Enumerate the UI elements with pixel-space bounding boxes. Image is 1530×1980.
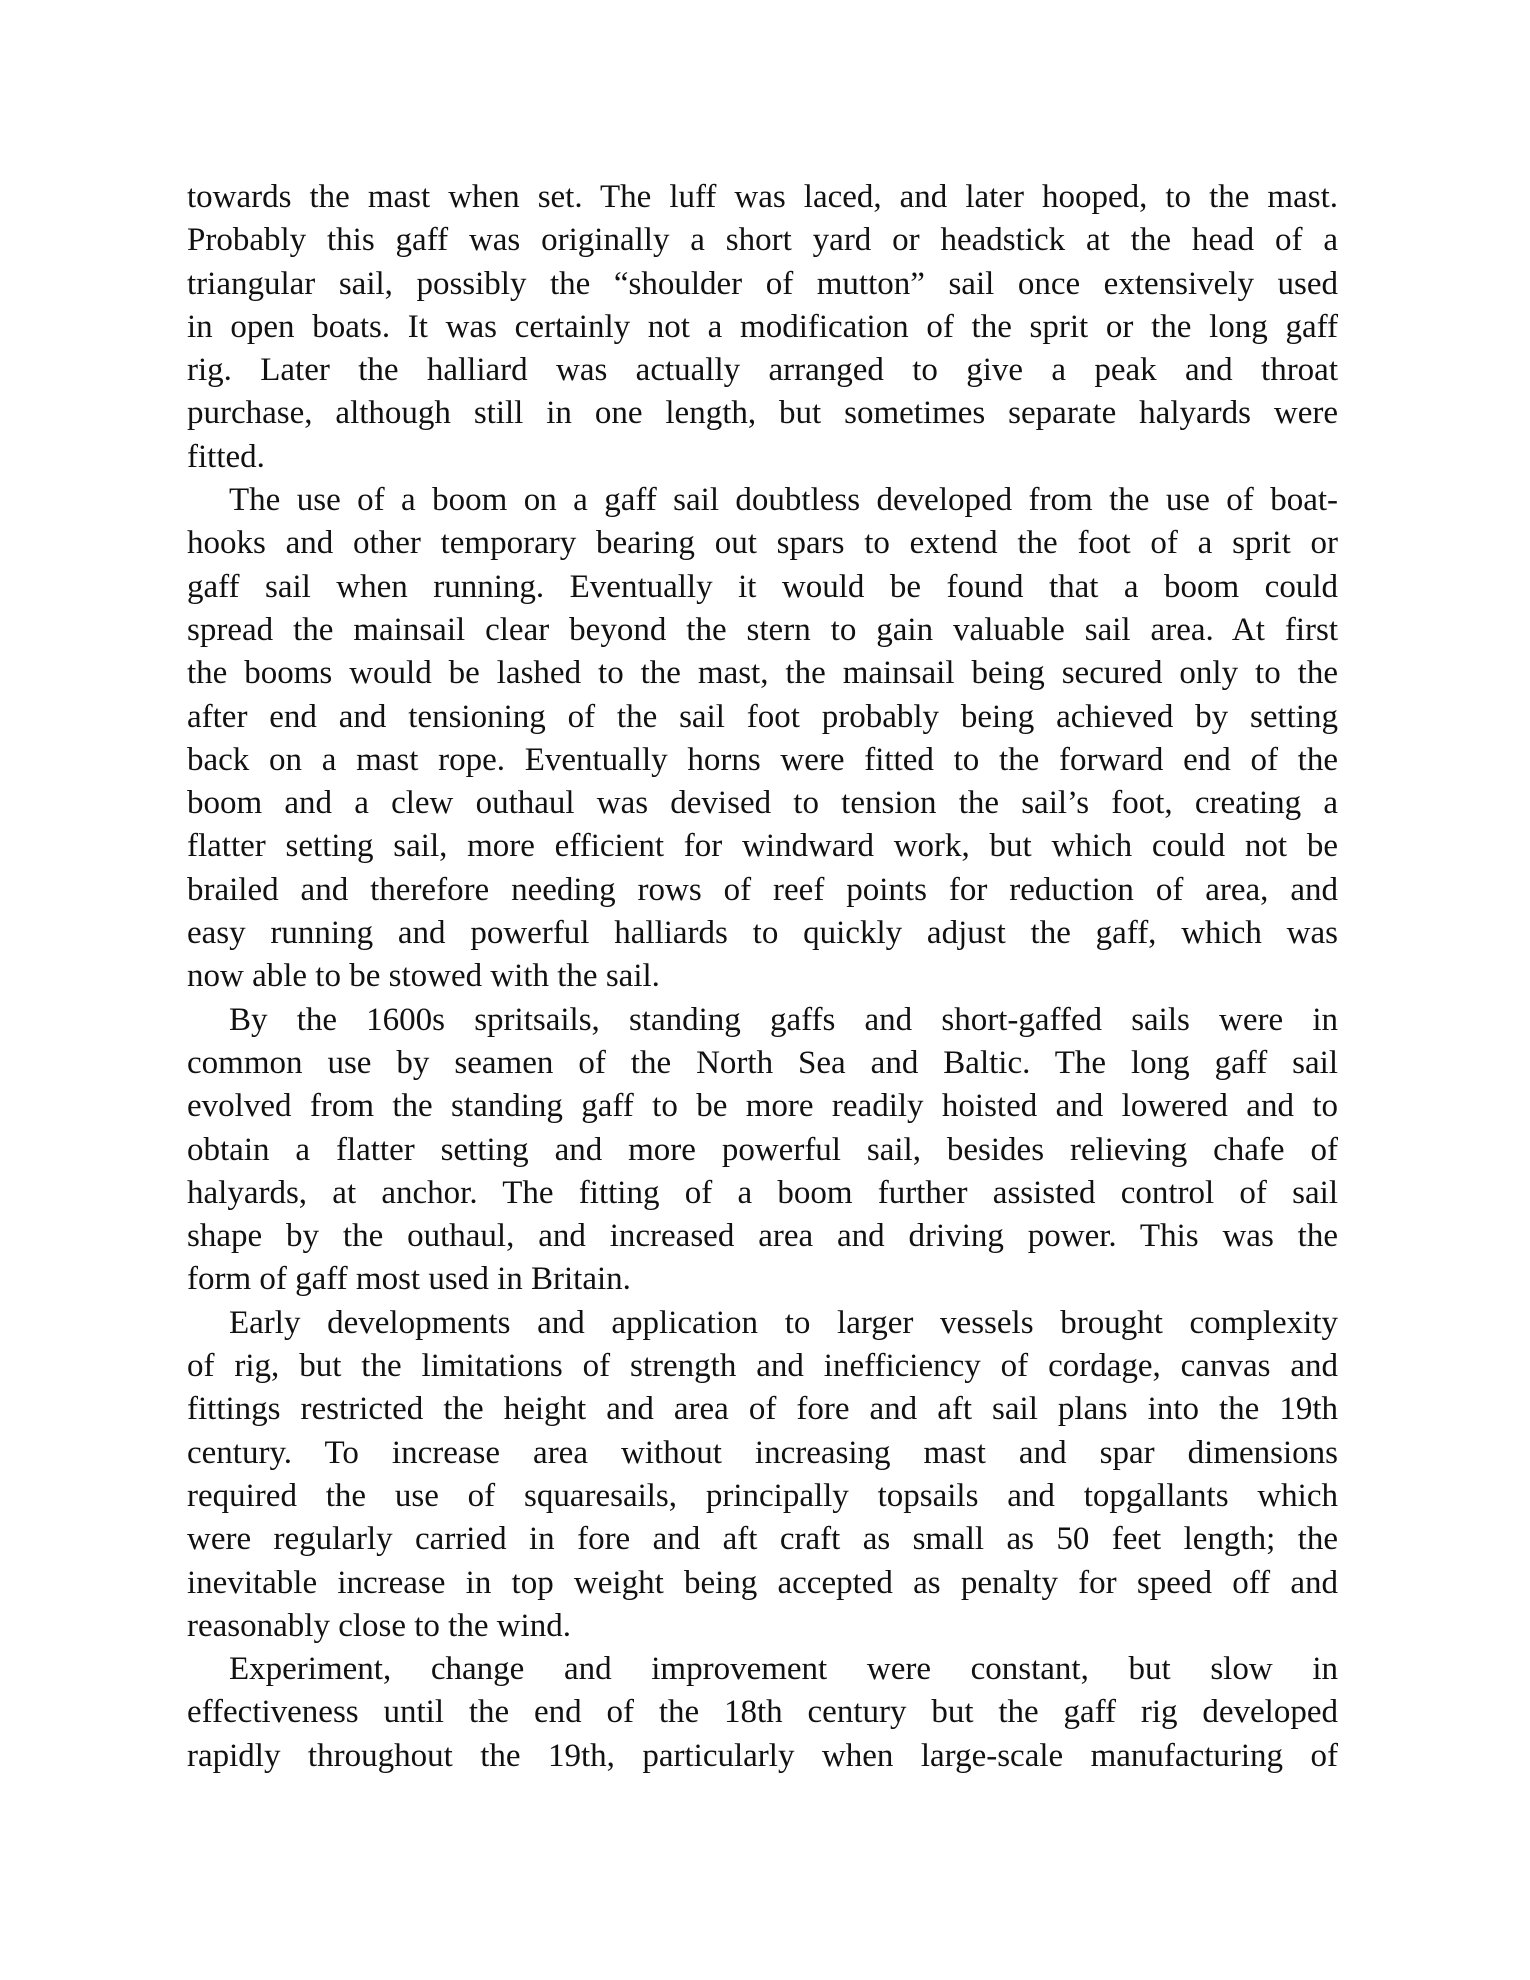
paragraph — [187, 999, 1338, 1302]
text-line: halyards, at anchor. The fitting of a boom further assisted control of sail — [187, 1174, 1338, 1211]
text-line: common use by seamen of the North Sea and Baltic. The long gaff sail — [187, 1044, 1338, 1081]
text-line: Early developments and application to larger vessels brought complexity — [229, 1304, 1338, 1341]
text-line: towards the mast when set. The luff was laced, and later hooped, to the mast. — [187, 179, 1338, 215]
text-line: spread the mainsail clear beyond the stern to gain valuable sail area. At first — [187, 611, 1338, 648]
paragraph — [187, 1648, 1338, 1778]
text-line: gaff sail when running. Eventually it would be found that a boom could — [187, 568, 1338, 605]
text-line: By the 1600s spritsails, standing gaffs and short-gaffed sails were in — [229, 1001, 1338, 1038]
text-line: after end and tensioning of the sail foot probably being achieved by setting — [187, 698, 1338, 735]
text-line: in open boats. It was certainly not a modification of the sprit or the long gaff — [187, 308, 1338, 345]
paragraph — [187, 479, 1338, 999]
text-line: evolved from the standing gaff to be more readily hoisted and lowered and to — [187, 1088, 1338, 1125]
text-line: reasonably close to the wind. — [187, 1607, 571, 1644]
text-line: back on a mast rope. Eventually horns were fitted to the forward end of the — [187, 741, 1338, 778]
text-line: form of gaff most used in Britain. — [187, 1261, 631, 1298]
text-line: obtain a flatter setting and more powerful sail, besides relieving chafe of — [187, 1131, 1338, 1168]
text-line: fitted. — [187, 438, 265, 475]
text-line: Probably this gaff was originally a short yard or headstick at the head of a — [187, 222, 1338, 259]
text-line: hooks and other temporary bearing out spars to extend the foot of a sprit or — [187, 525, 1338, 562]
text-line: were regularly carried in fore and aft craft as small as 50 feet length; the — [187, 1521, 1338, 1558]
text-line: easy running and powerful halliards to quickly adjust the gaff, which was — [187, 915, 1338, 952]
text-line: effectiveness until the end of the 18th century but the gaff rig developed — [187, 1694, 1338, 1731]
text-line: inevitable increase in top weight being accepted as penalty for speed off and — [187, 1564, 1338, 1601]
text-line: rig. Later the halliard was actually arranged to give a peak and throat — [187, 352, 1338, 389]
paragraph — [187, 1302, 1338, 1648]
text-line: The use of a boom on a gaff sail doubtless developed from the use of boat- — [229, 482, 1338, 519]
text-line: boom and a clew outhaul was devised to tension the sail’s foot, creating a — [187, 785, 1338, 822]
text-line: now able to be stowed with the sail. — [187, 958, 660, 995]
text-line: of rig, but the limitations of strength and inefficiency of cordage, canvas and — [187, 1348, 1338, 1385]
text-line: triangular sail, possibly the “shoulder of mutton” sail once extensively used — [187, 265, 1338, 302]
text-line: purchase, although still in one length, but sometimes separate halyards were — [187, 395, 1338, 432]
page-text-block — [187, 176, 1338, 1778]
text-line: fittings restricted the height and area of fore and aft sail plans into the 19th — [187, 1391, 1338, 1428]
paragraph — [187, 176, 1338, 479]
text-line: shape by the outhaul, and increased area and driving power. This was the — [187, 1218, 1338, 1255]
text-line: century. To increase area without increasing mast and spar dimensions — [187, 1434, 1338, 1471]
text-line: flatter setting sail, more efficient for windward work, but which could not be — [187, 828, 1338, 865]
text-line: the booms would be lashed to the mast, the mainsail being secured only to the — [187, 655, 1338, 692]
text-line: required the use of squaresails, principally topsails and topgallants which — [187, 1477, 1338, 1514]
text-line: brailed and therefore needing rows of reef points for reduction of area, and — [187, 871, 1338, 908]
text-line: Experiment, change and improvement were constant, but slow in — [229, 1651, 1338, 1688]
text-line: rapidly throughout the 19th, particularly when large-scale manufacturing of — [187, 1737, 1338, 1774]
